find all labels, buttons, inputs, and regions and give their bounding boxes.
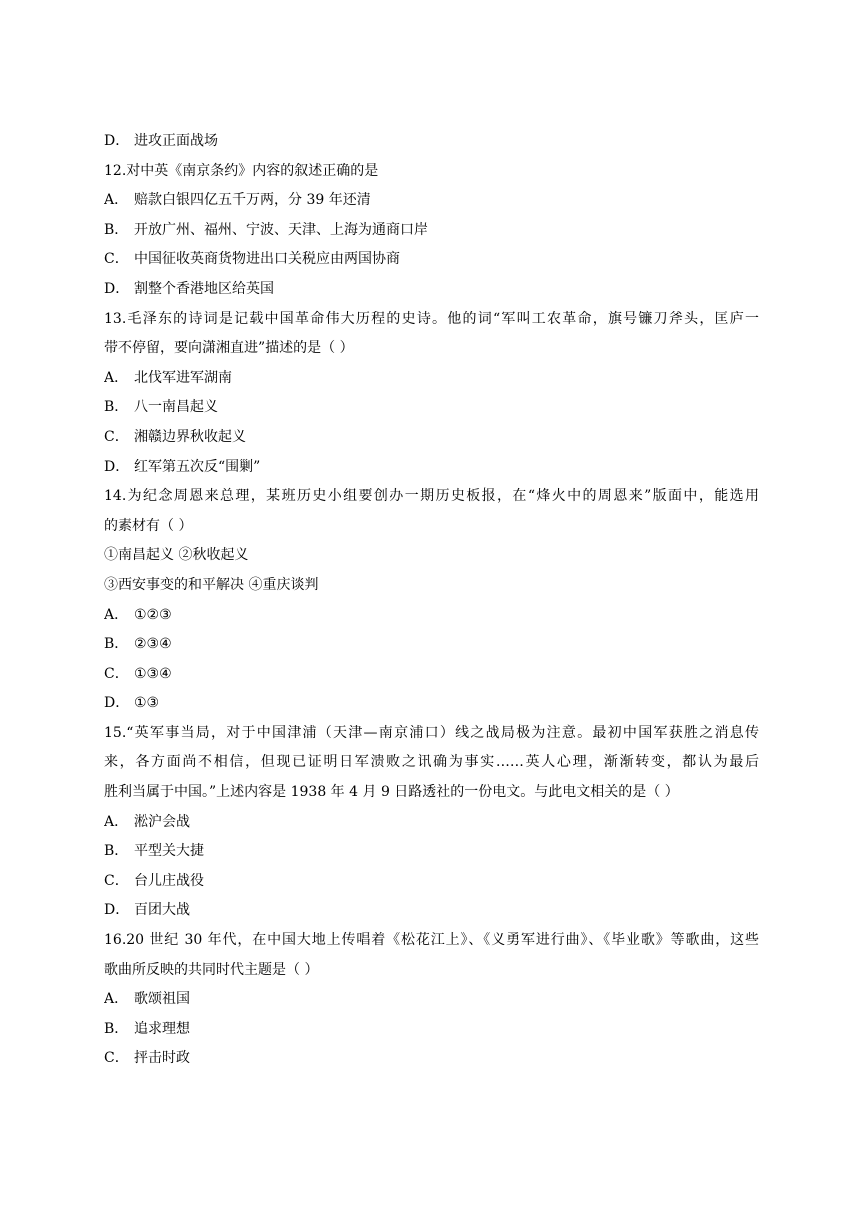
option-text: ①②③ xyxy=(134,606,172,623)
option-letter: B． xyxy=(104,1020,129,1037)
option-letter: C． xyxy=(104,251,129,268)
answer-option xyxy=(104,601,759,631)
answer-option xyxy=(104,245,759,275)
question-line: 的素材有（ ） xyxy=(104,517,193,534)
option-text: 百团大战 xyxy=(134,902,190,919)
option-text: ②③④ xyxy=(134,636,172,653)
option-text: 中国征收英商货物进出口关税应由两国协商 xyxy=(134,251,400,268)
question-line: 歌曲所反映的共同时代主题是（ ） xyxy=(104,961,319,978)
option-letter: B． xyxy=(104,221,129,238)
option-letter: D． xyxy=(104,902,130,919)
answer-option xyxy=(104,630,759,660)
option-letter: D． xyxy=(104,458,130,475)
answer-option xyxy=(104,423,759,453)
answer-option xyxy=(104,186,759,216)
option-text: 歌颂祖国 xyxy=(134,991,190,1008)
answer-option xyxy=(104,1015,759,1045)
question-line: 16.20 世纪 30 年代，在中国大地上传唱着《松花江上》、《义勇军进行曲》、《毕业歌》等歌曲，这些 xyxy=(104,932,759,949)
option-text: ①③④ xyxy=(134,665,172,682)
answer-option xyxy=(104,275,759,305)
option-letter: A． xyxy=(104,192,129,209)
question-line: ①南昌起义 ②秋收起义 xyxy=(104,547,249,564)
answer-option xyxy=(104,364,759,394)
question-line: 来，各方面尚不相信，但现已证明日军溃败之讯确为事实……英人心理，渐渐转变，都认为最后 xyxy=(104,754,759,771)
option-text: 八一南昌起义 xyxy=(134,399,218,416)
option-text: 赔款白银四亿五千万两，分 39 年还清 xyxy=(134,192,371,209)
answer-option xyxy=(104,867,759,897)
option-letter: C． xyxy=(104,1050,129,1067)
option-text: 抨击时政 xyxy=(134,1050,190,1067)
answer-option xyxy=(104,896,759,926)
option-letter: B． xyxy=(104,399,129,416)
answer-option xyxy=(104,689,759,719)
option-text: 开放广州、福州、宁波、天津、上海为通商口岸 xyxy=(134,221,428,238)
option-letter: C． xyxy=(104,665,129,682)
option-letter: D． xyxy=(104,695,130,712)
option-letter: A． xyxy=(104,606,129,623)
question-line: 胜利当属于中国。”上述内容是 1938 年 4 月 9 日路透社的一份电文。与此电文相关的是（ ） xyxy=(104,784,679,801)
answer-option xyxy=(104,127,759,157)
question-line: 带不停留，要向潇湘直进”描述的是（ ） xyxy=(104,340,354,357)
option-text: 红军第五次反“围剿” xyxy=(134,458,261,475)
option-text: ①③ xyxy=(134,695,160,712)
answer-option xyxy=(104,985,759,1015)
option-letter: A． xyxy=(104,369,129,386)
option-text: 割整个香港地区给英国 xyxy=(134,280,274,297)
option-letter: D． xyxy=(104,133,130,149)
option-letter: C． xyxy=(104,872,129,889)
question-line: ③西安事变的和平解决 ④重庆谈判 xyxy=(104,576,319,593)
option-letter: C． xyxy=(104,428,129,445)
option-letter: B． xyxy=(104,843,129,860)
option-letter: A． xyxy=(104,991,129,1008)
question-line: 13.毛泽东的诗词是记载中国革命伟大历程的史诗。他的词“军叫工农革命，旗号镰刀斧头，匡庐一 xyxy=(104,310,759,327)
answer-option xyxy=(104,216,759,246)
option-text: 追求理想 xyxy=(134,1020,190,1037)
option-letter: D． xyxy=(104,280,130,297)
option-text: 进攻正面战场 xyxy=(134,133,218,149)
option-text: 湘赣边界秋收起义 xyxy=(134,428,246,445)
answer-option xyxy=(104,660,759,690)
option-letter: B． xyxy=(104,636,129,653)
option-text: 平型关大捷 xyxy=(134,843,204,860)
option-letter: A． xyxy=(104,813,129,830)
question-text-block xyxy=(104,127,759,1074)
question-line: 14.为纪念周恩来总理，某班历史小组要创办一期历史板报，在“烽火中的周恩来”版面中，能选用 xyxy=(104,488,759,505)
answer-option xyxy=(104,393,759,423)
answer-option xyxy=(104,1044,759,1074)
option-text: 台儿庄战役 xyxy=(134,872,204,889)
answer-option xyxy=(104,837,759,867)
answer-option xyxy=(104,453,759,483)
question-line: 15.“英军事当局，对于中国津浦（天津—南京浦口）线之战局极为注意。最初中国军获胜之消息传 xyxy=(104,724,759,741)
answer-option xyxy=(104,808,759,838)
option-text: 淞沪会战 xyxy=(134,813,190,830)
option-text: 北伐军进军湖南 xyxy=(134,369,232,386)
question-line: 12.对中英《南京条约》内容的叙述正确的是 xyxy=(104,162,379,179)
